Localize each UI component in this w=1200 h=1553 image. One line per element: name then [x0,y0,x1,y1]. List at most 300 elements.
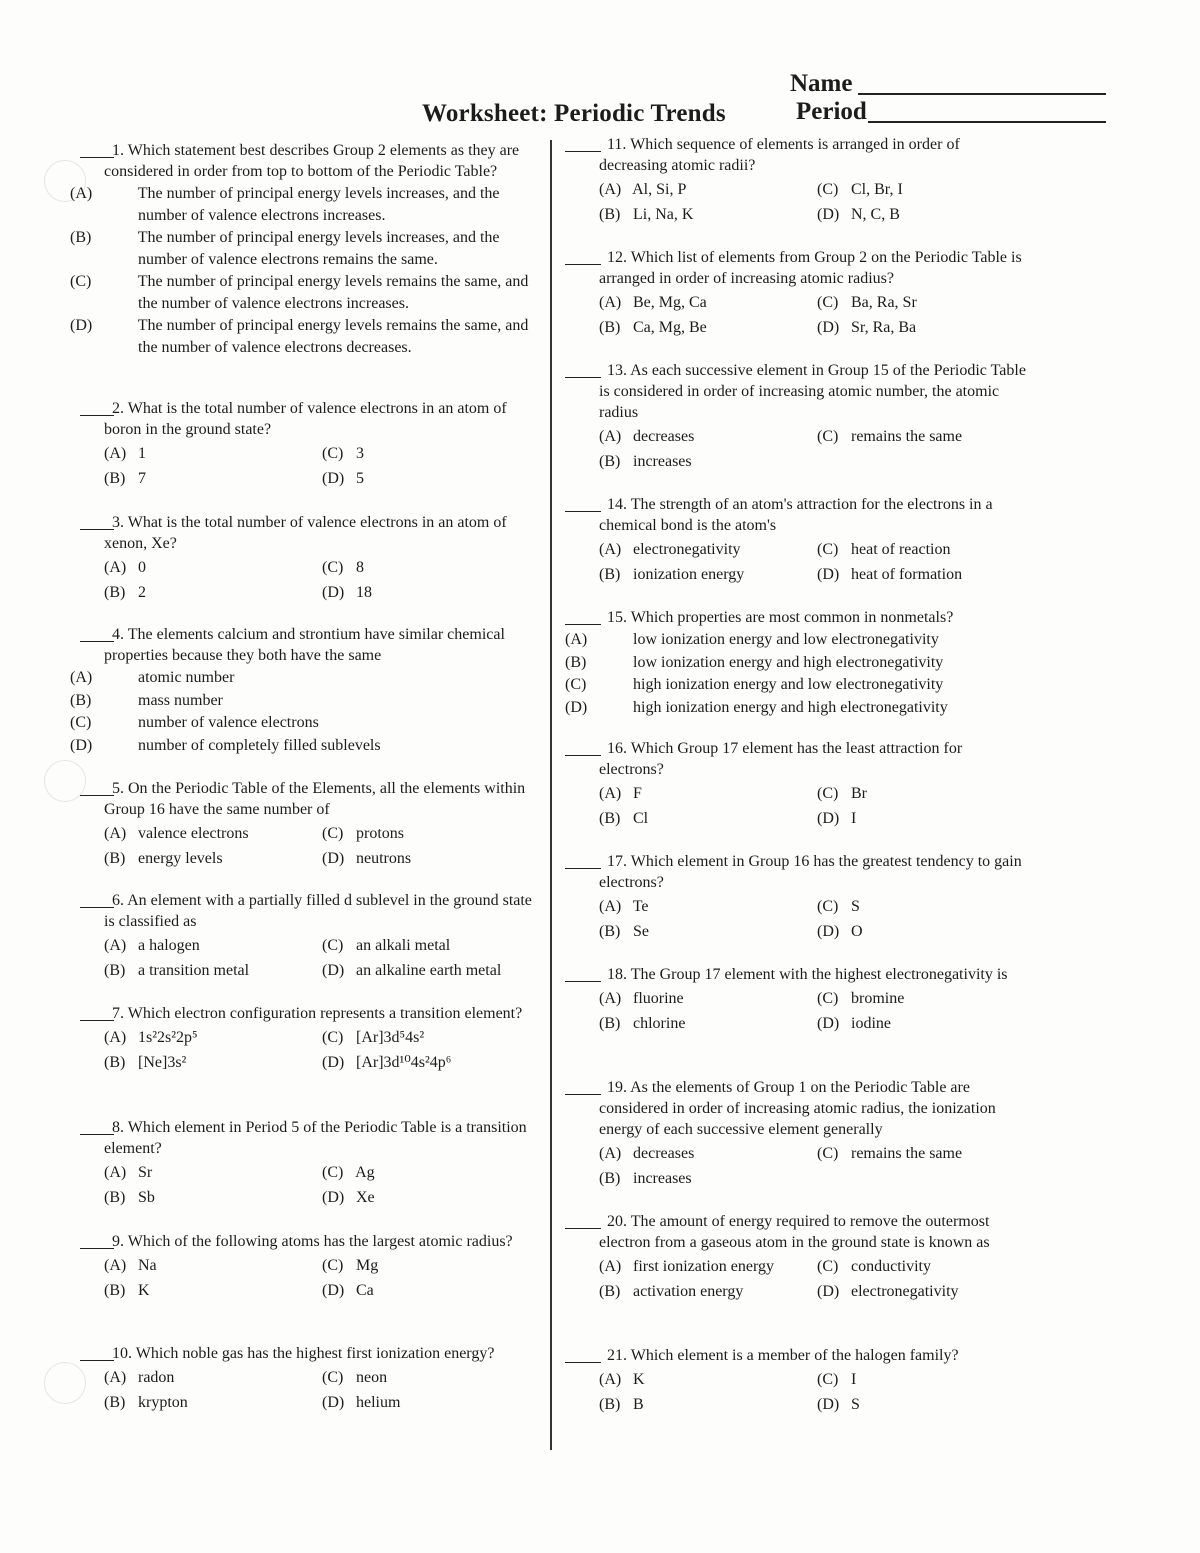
option-letter: (C) [817,990,839,1007]
option-letter: (D) [817,1283,840,1300]
question-18 [599,964,1029,1034]
answer-option[interactable] [817,896,1027,917]
answer-blank[interactable] [80,1360,114,1361]
option-letter: (D) [322,1054,345,1071]
question-stem [599,134,1029,176]
answer-option[interactable] [104,557,322,578]
option-letter: (B) [104,850,126,867]
answer-option[interactable] [565,629,1029,651]
option-text: electronegativity [633,541,741,558]
option-text: Mg [356,1257,379,1274]
question-14 [599,494,1029,585]
answer-blank[interactable] [80,1020,114,1021]
option-letter: (B) [104,470,126,487]
answer-option[interactable] [322,1187,532,1208]
answer-blank[interactable] [565,981,601,982]
answer-blank[interactable] [565,1094,601,1095]
answer-option[interactable] [817,317,1027,338]
answer-option [817,1168,1027,1189]
question-stem [104,1003,534,1024]
option-letter: (A) [70,185,93,202]
answer-options [599,179,1029,225]
option-text: Cl, Br, I [851,181,903,198]
answer-option[interactable] [599,921,817,942]
option-letter: (B) [599,206,621,223]
question-15 [565,607,1029,719]
question-3 [104,512,534,603]
question-stem [104,140,534,182]
option-text: conductivity [851,1258,931,1275]
punch-hole-mark [44,1362,86,1404]
question-text: As each successive element in Group 15 of the Periodic Table is considered in order of increasing atomic number, the atomic radius [599,362,1026,421]
answer-option[interactable] [70,667,534,689]
option-text: O [851,923,863,940]
option-letter: (D) [322,850,345,867]
option-text: chlorine [633,1015,686,1032]
option-text: decreases [633,428,695,445]
option-letter: (D) [817,923,840,940]
option-text: Al, Si, P [632,181,687,198]
answer-options [104,935,534,981]
option-letter: (C) [817,898,839,915]
answer-options [104,823,534,869]
answer-option[interactable] [322,1280,532,1301]
question-19 [599,1077,1029,1189]
option-text: energy levels [138,850,223,867]
answer-option[interactable] [599,204,817,225]
answer-option[interactable] [599,1013,817,1034]
answer-option[interactable] [70,735,534,757]
option-text: 8 [356,559,364,576]
answer-option[interactable] [322,960,532,981]
answer-blank[interactable] [565,755,601,756]
answer-option[interactable] [322,935,532,956]
name-field [790,70,852,98]
question-number: 16. [607,740,627,757]
answer-option[interactable] [599,1168,817,1189]
question-stem [599,607,1029,628]
answer-option [817,451,1027,472]
answer-option[interactable] [817,564,1027,585]
option-text: fluorine [633,990,684,1007]
option-letter: (B) [599,1015,621,1032]
answer-options [599,426,1029,472]
option-text: Ba, Ra, Sr [851,294,917,311]
answer-option[interactable] [322,557,532,578]
option-text: an alkaline earth metal [356,962,502,979]
option-text: activation energy [633,1283,744,1300]
question-stem [599,1211,1029,1253]
option-text: increases [633,453,692,470]
question-text: Which of the following atoms has the largest atomic radius? [127,1233,513,1250]
option-letter: (C) [322,1164,344,1181]
option-letter: (B) [565,653,587,671]
answer-blank[interactable] [565,264,601,265]
question-number: 7. [112,1005,124,1022]
option-letter: (C) [322,825,344,842]
option-text: Se [633,923,649,940]
option-letter: (C) [322,445,344,462]
question-text: The amount of energy required to remove the outermost electron from a gaseous atom in the ground state is known as [599,1213,990,1251]
question-text: Which statement best describes Group 2 elements as they are considered in order from top to bottom of the Periodic Table? [104,142,520,180]
option-text: Sr [138,1164,153,1181]
question-number: 19. [607,1079,627,1096]
answer-option[interactable] [817,1394,1027,1415]
answer-option[interactable] [104,1392,322,1413]
question-6 [104,890,534,981]
option-letter: (A) [599,898,622,915]
question-text: Which electron configuration represents a transition element? [127,1005,523,1022]
answer-option[interactable] [599,1394,817,1415]
answer-option[interactable] [322,1052,532,1073]
question-number: 20. [607,1213,627,1230]
question-7 [104,1003,534,1073]
question-stem [104,624,534,666]
option-text: mass number [138,691,223,709]
option-text: 0 [138,559,146,576]
question-number: 8. [112,1119,124,1136]
answer-option[interactable] [599,896,817,917]
option-letter: (C) [817,1258,839,1275]
question-stem [104,1343,534,1364]
answer-options [599,1256,1029,1302]
question-number: 3. [112,514,124,531]
option-letter: (C) [817,1371,839,1388]
question-number: 4. [112,626,124,643]
option-text: Br [851,785,867,802]
option-letter: (B) [104,584,126,601]
option-letter: (A) [104,1164,127,1181]
option-letter: (D) [817,810,840,827]
answer-blank[interactable] [80,641,114,642]
option-text: protons [356,825,404,842]
option-text: high ionization energy and low electronegativity [633,676,944,693]
answer-option[interactable] [599,426,817,447]
answer-option[interactable] [599,564,817,585]
answer-option[interactable] [599,783,817,804]
option-text: number of valence electrons [138,714,319,731]
answer-blank[interactable] [80,529,114,530]
question-text: The strength of an atom's attraction for the electrons in a chemical bond is the atom's [599,496,993,534]
question-stem [599,1345,1029,1366]
answer-blank[interactable] [80,415,114,416]
answer-option[interactable] [70,271,534,314]
answer-option[interactable] [70,227,534,270]
option-letter: (C) [817,1145,839,1162]
question-20 [599,1211,1029,1302]
answer-options [565,629,1029,718]
option-letter: (D) [817,566,840,583]
answer-option[interactable] [322,468,532,489]
answer-options [104,1367,534,1413]
answer-option[interactable] [104,582,322,603]
answer-option[interactable] [70,315,534,358]
question-number: 6. [112,892,124,909]
question-text: The elements calcium and strontium have similar chemical properties because they both have the same [104,626,505,664]
option-text: Xe [356,1189,375,1206]
answer-option[interactable] [104,960,322,981]
answer-options [599,1369,1029,1415]
option-letter: (B) [599,566,621,583]
option-letter: (A) [104,937,127,954]
answer-blank[interactable] [565,511,601,512]
question-stem [599,494,1029,536]
question-text: What is the total number of valence electrons in an atom of boron in the ground state? [104,400,507,438]
option-letter: (D) [565,698,588,716]
option-letter: (A) [104,445,127,462]
answer-option[interactable] [104,935,322,956]
question-number: 11. [607,136,627,153]
option-letter: (B) [599,810,621,827]
answer-option[interactable] [104,823,322,844]
option-text: number of completely filled sublevels [138,736,381,754]
answer-option[interactable] [817,539,1027,560]
question-stem [104,398,534,440]
question-stem [104,890,534,932]
option-letter: (A) [599,990,622,1007]
answer-option[interactable] [104,468,322,489]
option-text: 1 [138,445,146,462]
answer-option[interactable] [565,652,1029,674]
option-letter: (A) [599,1371,622,1388]
question-16 [599,738,1029,829]
answer-blank[interactable] [565,1362,601,1363]
answer-option[interactable] [322,582,532,603]
option-letter: (D) [322,962,345,979]
answer-option[interactable] [70,712,534,734]
question-number: 21. [607,1347,627,1364]
answer-options [599,896,1029,942]
question-text: Which noble gas has the highest first ionization energy? [135,1345,495,1362]
answer-option[interactable] [817,808,1027,829]
answer-option[interactable] [599,1256,817,1277]
question-8 [104,1117,534,1208]
option-text: S [851,1396,860,1413]
question-text: As the elements of Group 1 on the Periodic Table are considered in order of increasing atomic radius, the ionization energy of each successive element generally [599,1079,996,1138]
option-text: radon [138,1369,175,1386]
option-letter: (B) [599,1170,621,1187]
question-text: Which properties are most common in nonmetals? [630,609,954,626]
option-letter: (A) [599,1145,622,1162]
option-text: [Ar]3d¹⁰4s²4p⁶ [356,1054,452,1071]
option-text: The number of principal energy levels increases, and the number of valence electrons remains the same. [137,229,500,268]
answer-options [104,557,534,603]
answer-blank[interactable] [80,157,114,158]
answer-blank[interactable] [565,624,601,625]
answer-option[interactable] [599,1281,817,1302]
period-blank-line[interactable] [868,121,1106,123]
answer-option[interactable] [322,823,532,844]
answer-option[interactable] [104,1162,322,1183]
option-letter: (D) [817,1015,840,1032]
option-text: S [851,898,860,915]
answer-option[interactable] [817,921,1027,942]
option-text: K [138,1282,150,1299]
column-divider [550,140,552,1450]
question-stem [104,512,534,554]
answer-option[interactable] [322,1162,532,1183]
answer-option[interactable] [599,1143,817,1164]
question-text: Which element in Group 16 has the greatest tendency to gain electrons? [599,853,1022,891]
option-letter: (A) [599,541,622,558]
question-stem [599,851,1029,893]
option-letter: (A) [599,294,622,311]
option-letter: (C) [322,1029,344,1046]
answer-option[interactable] [322,848,532,869]
option-letter: (B) [70,691,92,709]
option-letter: (B) [104,1189,126,1206]
option-text: Sb [138,1189,155,1206]
option-text: 1s²2s²2p⁵ [138,1029,198,1046]
question-text: Which list of elements from Group 2 on the Periodic Table is arranged in order of increasing atomic radius? [599,249,1022,287]
option-text: The number of principal energy levels remains the same, and the number of valence electrons decreases. [137,317,529,356]
answer-option[interactable] [104,1027,322,1048]
answer-option[interactable] [817,179,1027,200]
question-stem [599,360,1029,423]
answer-blank[interactable] [565,151,601,152]
answer-option[interactable] [322,1367,532,1388]
answer-blank[interactable] [80,1134,114,1135]
option-text: Sr, Ra, Ba [851,319,917,336]
question-stem [599,1077,1029,1140]
option-text: heat of reaction [851,541,951,558]
question-number: 15. [607,609,627,626]
option-letter: (A) [104,1369,127,1386]
option-text: remains the same [851,428,963,445]
answer-option[interactable] [104,1367,322,1388]
option-letter: (A) [599,181,622,198]
option-letter: (D) [322,584,345,601]
answer-blank[interactable] [80,907,114,908]
answer-option[interactable] [322,1392,532,1413]
option-text: ionization energy [633,566,745,583]
option-text: 2 [138,584,146,601]
answer-option[interactable] [565,674,1029,696]
question-4 [70,624,534,757]
answer-option[interactable] [599,539,817,560]
option-text: B [633,1396,644,1413]
option-text: Cl [633,810,649,827]
option-text: I [851,1371,857,1388]
question-text: The Group 17 element with the highest electronegativity is [630,966,1008,983]
option-letter: (A) [104,559,127,576]
answer-blank[interactable] [565,868,601,869]
option-letter: (C) [70,273,92,290]
answer-option[interactable] [817,988,1027,1009]
option-letter: (B) [599,453,621,470]
name-blank-line[interactable] [858,93,1106,95]
option-text: increases [633,1170,692,1187]
option-text: I [851,810,857,827]
answer-option[interactable] [817,1281,1027,1302]
option-text: 5 [356,470,364,487]
question-number: 1. [112,142,124,159]
option-text: Ca, Mg, Be [633,319,707,336]
option-text: Be, Mg, Ca [633,294,707,311]
option-text: low ionization energy and low electronegativity [633,631,939,648]
answer-option[interactable] [817,1369,1027,1390]
answer-blank[interactable] [80,795,114,796]
answer-option[interactable] [817,1143,1027,1164]
answer-blank[interactable] [565,377,601,378]
answer-option[interactable] [70,183,534,226]
option-letter: (C) [322,937,344,954]
answer-option[interactable] [322,1027,532,1048]
answer-option[interactable] [599,292,817,313]
answer-options [104,1027,534,1073]
option-letter: (D) [817,1396,840,1413]
option-letter: (B) [104,1394,126,1411]
answer-options [104,1162,534,1208]
option-letter: (B) [104,1282,126,1299]
option-text: N, C, B [851,206,900,223]
answer-options [599,1143,1029,1189]
answer-option[interactable] [565,697,1029,719]
option-text: bromine [851,990,905,1007]
answer-option[interactable] [104,1187,322,1208]
question-number: 2. [112,400,124,417]
answer-option[interactable] [70,690,534,712]
period-label: Period [796,98,867,125]
answer-options [104,443,534,489]
question-number: 5. [112,780,124,797]
answer-option[interactable] [322,1255,532,1276]
answer-option[interactable] [599,317,817,338]
option-text: Li, Na, K [633,206,694,223]
answer-option[interactable] [817,1013,1027,1034]
question-text: An element with a partially filled d sublevel in the ground state is classified as [104,892,532,930]
answer-option[interactable] [599,988,817,1009]
question-5 [104,778,534,869]
answer-option[interactable] [322,443,532,464]
answer-option[interactable] [599,451,817,472]
option-text: 18 [356,584,372,601]
question-text: Which element is a member of the halogen family? [630,1347,959,1364]
option-text: F [633,785,642,802]
answer-option[interactable] [817,426,1027,447]
answer-option[interactable] [817,204,1027,225]
option-letter: (C) [565,676,587,693]
answer-option[interactable] [599,1369,817,1390]
option-letter: (C) [322,1257,344,1274]
page-title: Worksheet: Periodic Trends [422,100,726,127]
answer-option[interactable] [104,1052,322,1073]
option-letter: (A) [599,785,622,802]
option-letter: (C) [70,714,92,731]
answer-blank[interactable] [80,1248,114,1249]
answer-option[interactable] [104,443,322,464]
answer-option[interactable] [817,1256,1027,1277]
option-letter: (A) [104,1029,127,1046]
answer-blank[interactable] [565,1228,601,1229]
answer-option[interactable] [817,292,1027,313]
option-letter: (B) [599,319,621,336]
answer-option[interactable] [599,808,817,829]
answer-options [599,539,1029,585]
answer-option[interactable] [599,179,817,200]
answer-option[interactable] [104,1255,322,1276]
question-11 [599,134,1029,225]
question-stem [104,1231,534,1252]
option-text: iodine [851,1015,891,1032]
option-letter: (C) [322,559,344,576]
answer-option[interactable] [817,783,1027,804]
option-letter: (D) [322,1282,345,1299]
answer-option[interactable] [104,848,322,869]
option-letter: (C) [817,294,839,311]
option-letter: (D) [322,1394,345,1411]
answer-option[interactable] [104,1280,322,1301]
